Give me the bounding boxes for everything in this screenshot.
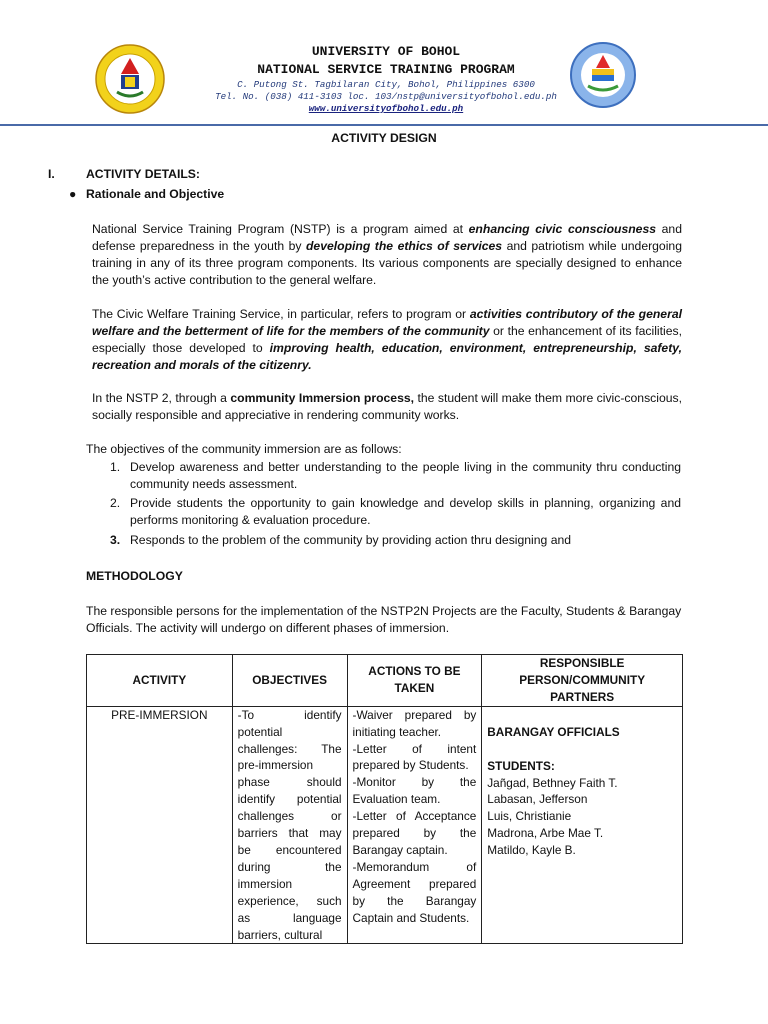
objective-number: 3. [110,533,121,547]
actions-cell [347,706,482,944]
activity-table [86,654,683,944]
action-item: -Waiver prepared by initiating teacher. [352,707,477,739]
methodology-paragraph: The responsible persons for the implementation of the NSTP2N Projects are the Faculty, Students & Barangay Officials. The activity will undergo on different phases of immersion. [86,604,682,635]
table-header-row [87,655,683,707]
responsible-cell [482,706,683,944]
objectives-cell: -To identify potential challenges: The pre-immersion phase should identify potential challenges or barriers that may be encountered during the immersion experience, such as language barriers, cultural [232,706,347,944]
section-title: ACTIVITY DETAILS: [86,167,200,181]
table-row [87,706,683,944]
objective-number: 2. [110,496,121,510]
university-name: UNIVERSITY OF BOHOL [311,44,461,59]
objective-item: Responds to the problem of the community by providing action thru designing and [130,533,572,547]
action-item: -Monitor by the Evaluation team. [352,775,477,807]
objective-number: 1. [110,460,121,474]
student-name: Labasan, Jefferson [487,792,588,807]
student-name: Jañgad, Bethney Faith T. [487,775,618,790]
address-line: C. Putong St. Tagbilaran City, Bohol, Philippines 6300 [237,79,535,90]
objective-item: Provide students the opportunity to gain knowledge and develop skills in planning, organizing and performs monitoring & evaluation procedure. [130,496,681,527]
program-name: NATIONAL SERVICE TRAINING PROGRAM [257,62,515,77]
letterhead [0,0,768,128]
column-header-activity: ACTIVITY [87,655,233,707]
column-header-objectives: OBJECTIVES [232,655,347,707]
student-name: Matildo, Kayle B. [487,843,576,858]
barangay-officials-label: BARANGAY OFFICIALS [487,724,620,739]
rationale-paragraph-1: National Service Training Program (NSTP) is a program aimed at enhancing civic consciousness and defense preparedness in the youth by developing the ethics of services and patriotism while undergoing training in any of its three program components. Its various components are specially designed to enhance the youth’s active contribution to the general welfare. [92,222,682,287]
column-header-actions: ACTIONS TO BE TAKEN [347,655,482,707]
students-label: STUDENTS: [487,758,555,773]
student-name: Luis, Christianie [487,809,572,824]
section-number: I. [48,167,55,181]
action-item: -Memorandum of Agreement prepared by the Barangay Captain and Students. [352,859,477,925]
contact-line: Tel. No. (038) 411-3103 loc. 103/nstp@universityofbohol.edu.ph [215,91,557,102]
student-name: Madrona, Arbe Mae T. [487,826,604,841]
objectives-intro: The objectives of the community immersion are as follows: [86,442,402,456]
methodology-heading: METHODOLOGY [86,569,183,583]
document-title: ACTIVITY DESIGN [331,131,437,145]
bullet-dot: ● [69,187,77,201]
header-divider [0,124,768,126]
objective-item: Develop awareness and better understanding to the people living in the community thru conducting community needs assessment. [130,460,681,491]
activity-cell: PRE-IMMERSION [87,706,233,944]
rationale-paragraph-3: In the NSTP 2, through a community Immersion process, the student will make them more civic-conscious, socially responsible and appreciative in rendering community works. [92,391,683,422]
website-link[interactable]: www.universityofbohol.edu.ph [308,103,464,114]
action-item: -Letter of Acceptance prepared by the Barangay captain. [352,809,477,857]
bullet-heading: Rationale and Objective [86,187,225,201]
action-item: -Letter of intent prepared by Students. [352,741,477,773]
column-header-responsible: RESPONSIBLE PERSON/COMMUNITY PARTNERS [482,655,683,707]
rationale-paragraph-2: The Civic Welfare Training Service, in particular, refers to program or activities contributory of the general welfare and the betterment of life for the members of the community or the enhancement of its facilities, especially those developed to improving health, education, environment, entrepreneurship, safety, recreation and morals of the citizenry. [92,307,682,372]
